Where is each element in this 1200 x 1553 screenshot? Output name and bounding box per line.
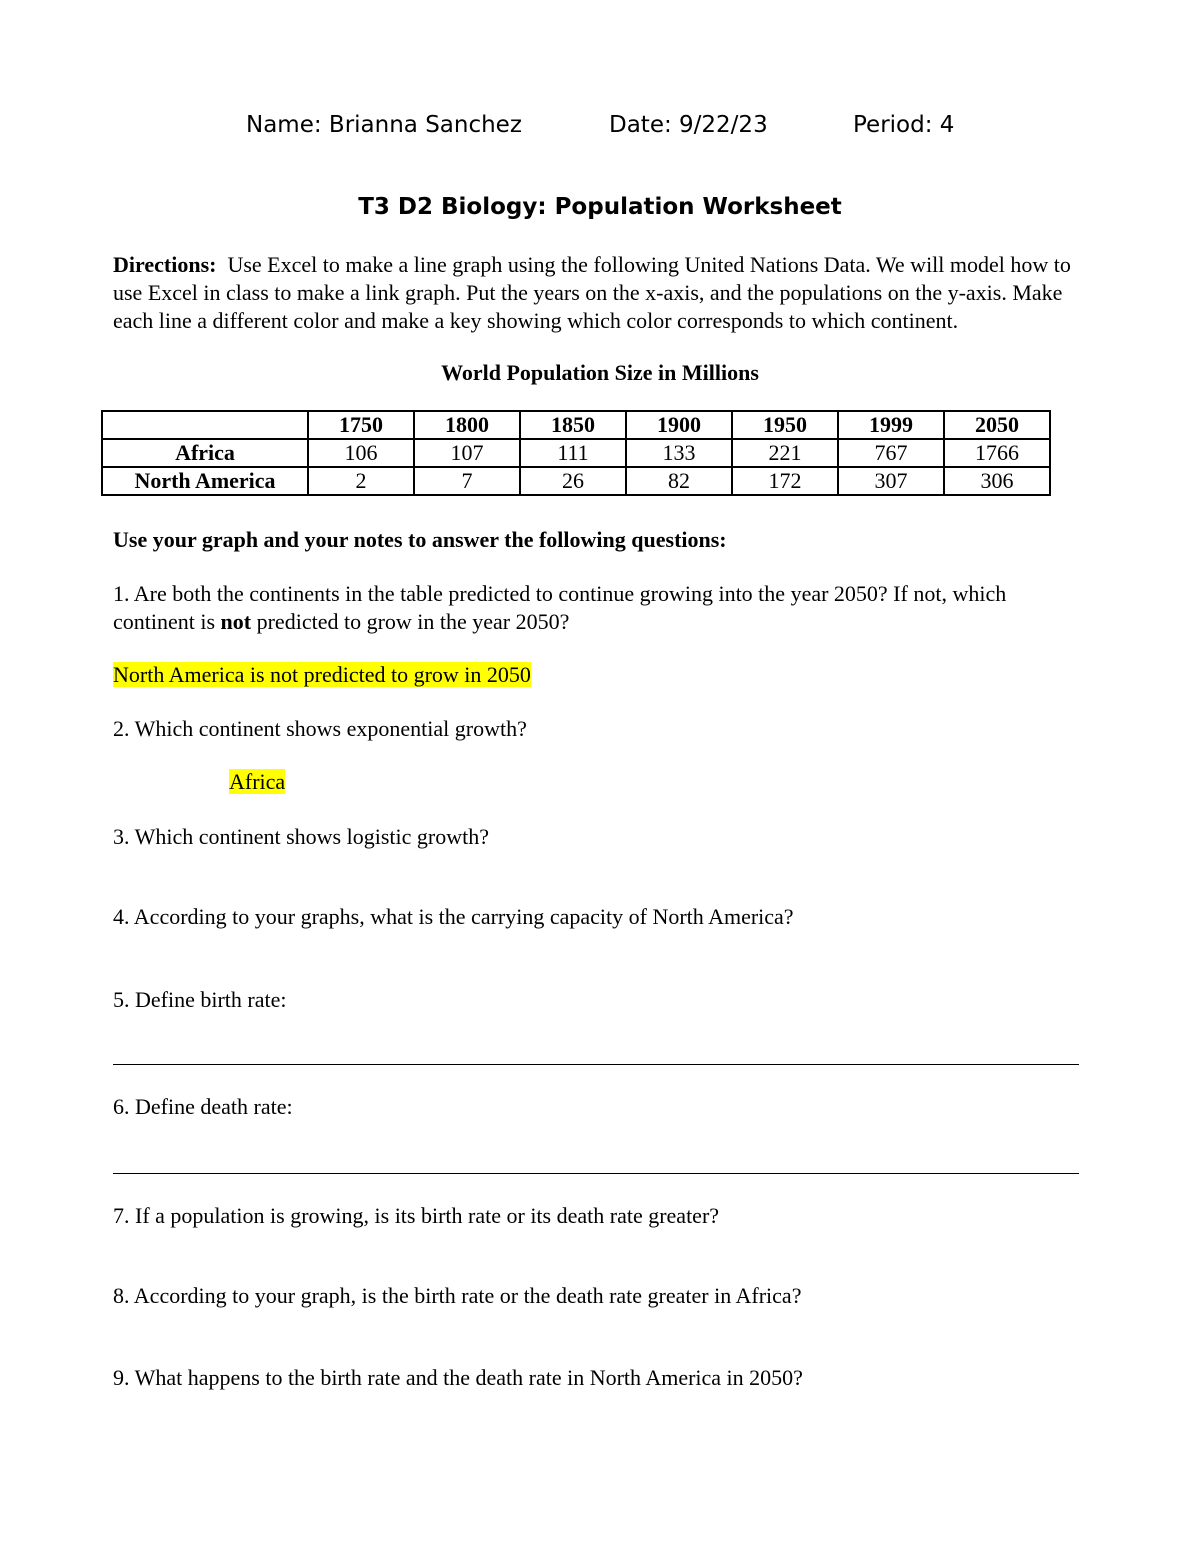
- question-2: 2. Which continent shows exponential growth?: [113, 716, 527, 741]
- student-name: Name: Brianna Sanchez: [246, 112, 522, 138]
- table-header-row: [102, 411, 1050, 439]
- value-cell: 172: [732, 467, 838, 495]
- answer-1: [113, 661, 1093, 689]
- row-label-cell: Africa: [102, 439, 308, 467]
- question-6: 6. Define death rate:: [113, 1094, 293, 1119]
- value-cell: 221: [732, 439, 838, 467]
- directions-paragraph: [113, 251, 1088, 335]
- population-table: [101, 410, 1051, 496]
- question-1-text-b: predicted to grow in the year 2050?: [251, 609, 570, 634]
- value-cell: 106: [308, 439, 414, 467]
- question-1-bold: not: [220, 609, 252, 634]
- question-9: 9. What happens to the birth rate and the death rate in North America in 2050?: [113, 1365, 803, 1390]
- questions-heading: Use your graph and your notes to answer the following questions:: [113, 527, 727, 552]
- value-cell: 133: [626, 439, 732, 467]
- year-header-cell: 1750: [308, 411, 414, 439]
- answer-2-highlight: Africa: [229, 769, 286, 794]
- directions-text: Use Excel to make a line graph using the following United Nations Data. We will model how to use Excel in class to make a link graph. Put the years on the x-axis, and the populations on the y-axis. Make each line a different color and make a key showing which color corresponds to which continent.: [113, 252, 1071, 333]
- value-cell: 307: [838, 467, 944, 495]
- value-cell: 1766: [944, 439, 1050, 467]
- value-cell: 107: [414, 439, 520, 467]
- year-header-cell: 2050: [944, 411, 1050, 439]
- year-header-cell: 1900: [626, 411, 732, 439]
- question-4: 4. According to your graphs, what is the carrying capacity of North America?: [113, 904, 794, 929]
- year-header-cell: 1850: [520, 411, 626, 439]
- question-8: 8. According to your graph, is the birth rate or the death rate greater in Africa?: [113, 1283, 802, 1308]
- value-cell: 2: [308, 467, 414, 495]
- year-header-cell: 1999: [838, 411, 944, 439]
- question-1: [113, 580, 1093, 636]
- question-7: 7. If a population is growing, is its birth rate or its death rate greater?: [113, 1203, 720, 1228]
- class-period: Period: 4: [853, 112, 955, 138]
- question-3: 3. Which continent shows logistic growth?: [113, 824, 489, 849]
- value-cell: 26: [520, 467, 626, 495]
- answer-2: [229, 768, 529, 796]
- question-5: 5. Define birth rate:: [113, 987, 287, 1012]
- value-cell: 82: [626, 467, 732, 495]
- answer-line-6[interactable]: [113, 1173, 1079, 1174]
- worksheet-date: Date: 9/22/23: [609, 112, 768, 138]
- answer-1-highlight: North America is not predicted to grow in 2050: [113, 662, 531, 687]
- value-cell: 7: [414, 467, 520, 495]
- table-title: World Population Size in Millions: [441, 360, 759, 385]
- value-cell: 306: [944, 467, 1050, 495]
- year-header-cell: 1800: [414, 411, 520, 439]
- table-row-north-america: [102, 467, 1050, 495]
- row-label-cell: North America: [102, 467, 308, 495]
- year-header-cell: 1950: [732, 411, 838, 439]
- answer-line-5[interactable]: [113, 1064, 1079, 1065]
- page-title: T3 D2 Biology: Population Worksheet: [358, 194, 842, 220]
- value-cell: 111: [520, 439, 626, 467]
- question-1-text-a: 1. Are both the continents in the table predicted to continue growing into the year 2050? If not, which continent is: [113, 581, 1007, 634]
- table-corner-cell: [102, 411, 308, 439]
- value-cell: 767: [838, 439, 944, 467]
- directions-label: Directions:: [113, 252, 217, 277]
- table-row-africa: [102, 439, 1050, 467]
